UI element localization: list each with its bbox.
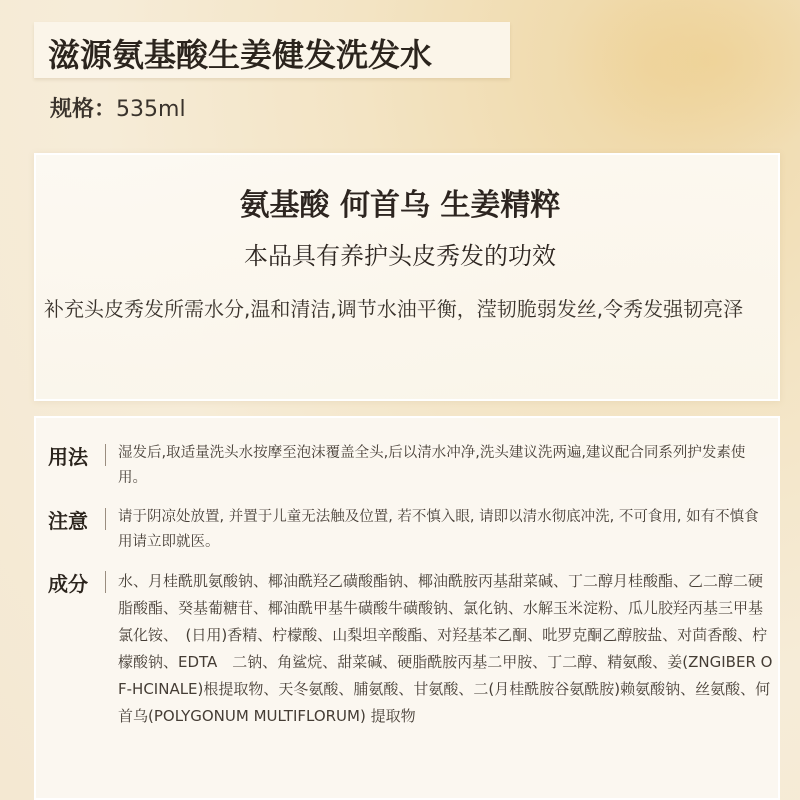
usage-label: 用法: [48, 445, 88, 469]
usage-divider: [105, 444, 106, 466]
ingredients-divider: [105, 571, 106, 593]
spec-label: 规格：: [50, 97, 117, 122]
caution-text: 请于阴凉处放置, 并置于儿童无法触及位置, 若不慎入眼, 请即以清水彻底冲洗, 不可食用, 如有不慎食用请立即就医。: [118, 509, 759, 550]
usage-text: 湿发后,取适量洗头水按摩至泡沫覆盖全头,后以清水冲净,洗头建议洗两遍,建议配合同系列护发素使用。: [118, 445, 746, 486]
key-ingredients-headline: 氨基酸 何首乌 生姜精粹: [239, 188, 561, 223]
caution-label: 注意: [48, 509, 88, 533]
ingredients-text: 水、月桂酰肌氨酸钠、椰油酰羟乙磺酸酯钠、椰油酰胺丙基甜菜碱、丁二醇月桂酸酯、乙二醇二硬脂酸酯、癸基葡糖苷、椰油酰甲基牛磺酸牛磺酸钠、氯化钠、水解玉米淀粉、瓜儿胶羟丙基三甲基氯化铵、 (日用)香精、柠檬酸、山梨坦辛酸酯、对羟基苯乙酮、吡罗克酮乙醇胺盐、对茴香酸、柠檬酸钠、EDTA 二钠、角鲨烷、甜菜碱、硬脂酰胺丙基二甲胺、丁二醇、精氨酸、姜(ZNGIBER OF-HCINALE)根提取物、天冬氨酸、脯氨酸、甘氨酸、二(月桂酰胺谷氨酰胺)赖氨酸钠、丝氨酸、何首乌(POLYGONUM MULTIFLORUM) 提取物: [118, 572, 773, 725]
product-spec: [50, 92, 186, 123]
caution-divider: [105, 508, 106, 530]
spec-value: 535ml: [116, 97, 186, 122]
product-title: 滋源氨基酸生姜健发洗发水: [48, 36, 433, 74]
ingredients-label: 成分: [48, 572, 88, 596]
background-glow: [560, 0, 800, 160]
benefits-text: 补充头皮秀发所需水分,温和清洁,调节水油平衡，滢韧脆弱发丝,令秀发强韧亮泽: [44, 297, 744, 321]
efficacy-subline: 本品具有养护头皮秀发的功效: [244, 242, 556, 270]
